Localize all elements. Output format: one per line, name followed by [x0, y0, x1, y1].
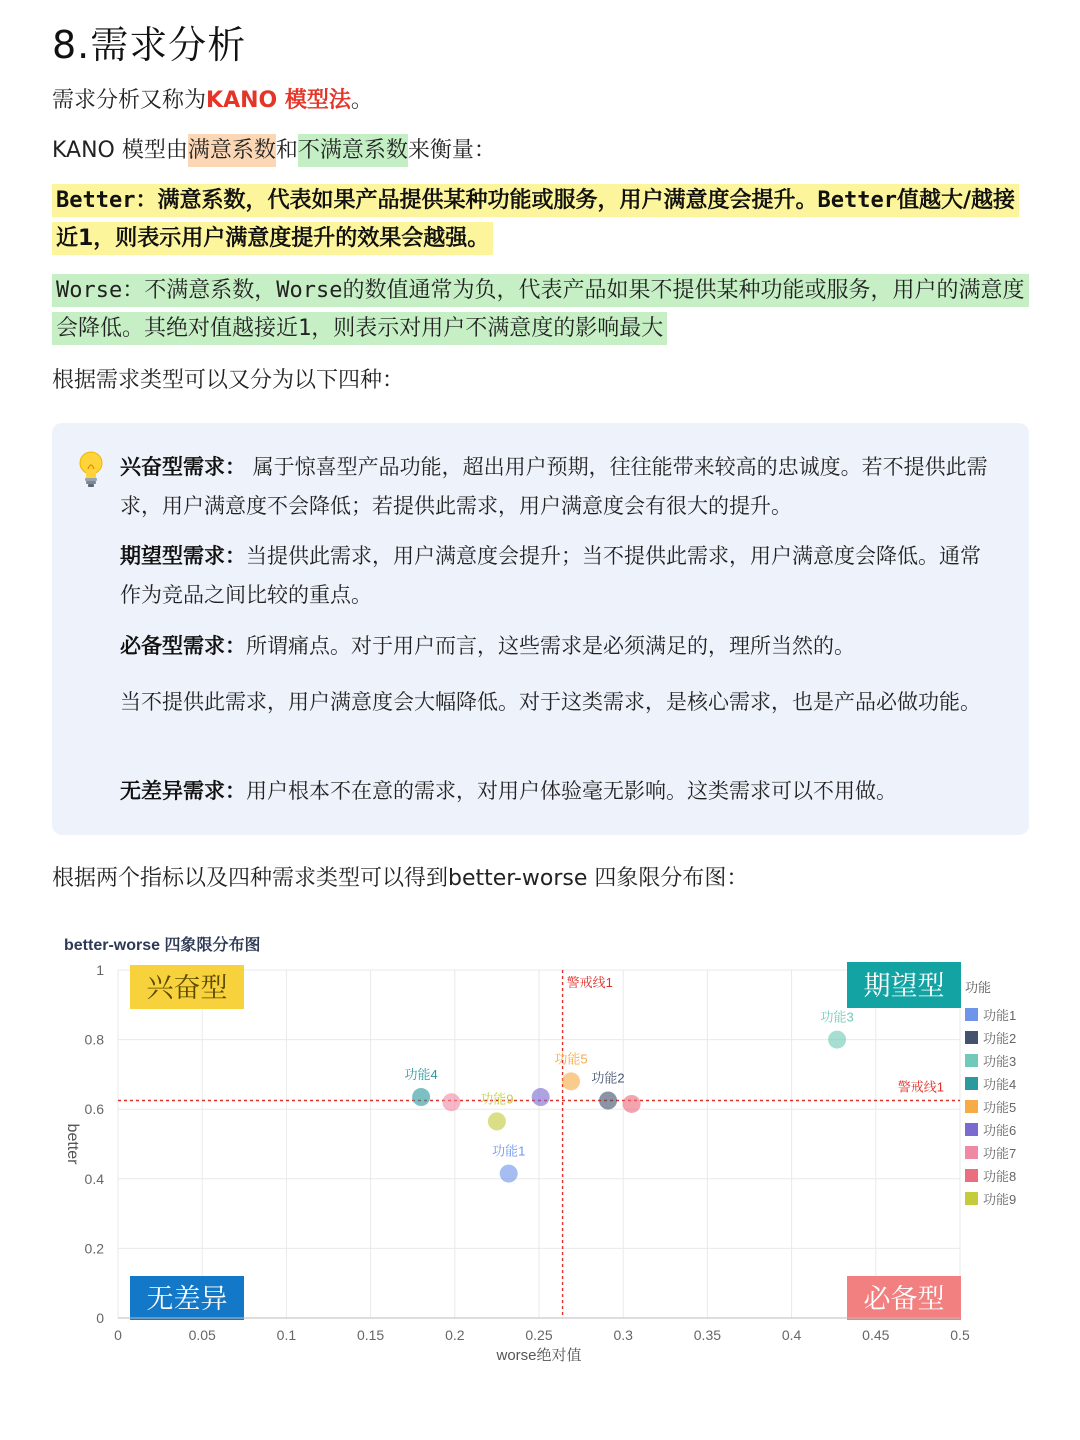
legend-swatch-功能7: [965, 1146, 978, 1159]
callout-box: [52, 423, 1029, 835]
intro-paragraph: [52, 86, 373, 116]
quadrant-label: 必备型: [863, 1284, 945, 1314]
better-label-2: Better: [817, 188, 897, 213]
data-label-功能3: 功能3: [820, 1009, 854, 1025]
legend-label-功能9: 功能9: [983, 1192, 1017, 1207]
x-tick-label: 0.3: [613, 1327, 633, 1343]
dissatisfaction-highlight: 不满意系数: [298, 134, 408, 167]
kano-chart: [52, 920, 1042, 1390]
worse-label: Worse: [56, 278, 123, 303]
warning-label-vertical: 警戒线1: [566, 975, 613, 990]
expect-text: 当提供此需求，用户满意度会提升；当不提供此需求，用户满意度会降低。通常作为竞品之间比较的重点。: [120, 544, 981, 607]
legend-swatch-功能3: [965, 1054, 978, 1067]
quadrant-label: 期望型: [863, 971, 945, 1001]
y-tick-label: 0.6: [84, 1101, 104, 1118]
y-tick-label: 0.4: [84, 1170, 104, 1187]
legend-label-功能4: 功能4: [983, 1077, 1017, 1092]
chart-legend: [965, 980, 1016, 1207]
legend-swatch-功能2: [965, 1031, 978, 1044]
data-label-功能2: 功能2: [591, 1070, 625, 1086]
better-label: Better: [56, 188, 136, 213]
y-tick-label: 0.2: [84, 1240, 104, 1257]
better-definition: [52, 182, 1027, 258]
indiff-title: 无差异需求：: [120, 779, 246, 803]
must-text: 所谓痛点。对于用户而言，这些需求是必须满足的，理所当然的。: [246, 634, 855, 658]
indiff-text: 用户根本不在意的需求，对用户体验毫无影响。这类需求可以不用做。: [246, 779, 897, 803]
excite-title: 兴奋型需求：: [120, 455, 246, 479]
measure-and: 和: [275, 138, 298, 163]
legend-swatch-功能9: [965, 1192, 978, 1205]
must-paragraph: [120, 627, 1000, 666]
better-text-2: 值越大/越接近1，则表示用户满意度提升的效果会越强。: [56, 188, 1016, 251]
x-axis-title: worse绝对值: [496, 1347, 582, 1364]
data-point-功能2: [599, 1092, 617, 1110]
data-point-功能4: [412, 1088, 430, 1106]
data-label-功能9: 功能9: [480, 1091, 514, 1107]
data-point-功能1: [500, 1165, 518, 1183]
legend-label-功能5: 功能5: [983, 1100, 1017, 1115]
data-point-功能3: [828, 1031, 846, 1049]
x-tick-label: 0.25: [525, 1327, 553, 1343]
x-tick-label: 0.2: [445, 1327, 465, 1343]
data-points: [405, 1010, 854, 1183]
worse-text-2: 的数值通常为负，代表产品如果不提供某种功能或服务，用户的满意度会降低。其绝对值越接近: [56, 278, 1025, 341]
legend-label-功能7: 功能7: [983, 1146, 1017, 1161]
measure-suffix: 来衡量：: [407, 138, 496, 163]
legend-title: 功能: [965, 980, 992, 995]
x-tick-label: 0: [114, 1327, 122, 1343]
warning-label-horizontal: 警戒线1: [897, 1079, 944, 1095]
page-title: 8.需求分析: [52, 23, 247, 67]
data-point-功能7: [442, 1093, 460, 1111]
worse-one: 1: [298, 316, 312, 341]
worse-text-3: ，则表示对用户不满意度的影响最大: [311, 316, 664, 341]
y-tick-label: 1: [96, 962, 104, 978]
x-tick-label: 0.45: [862, 1327, 890, 1343]
data-point-功能9: [488, 1112, 506, 1130]
legend-label-功能6: 功能6: [983, 1123, 1017, 1138]
legend-swatch-功能1: [965, 1008, 978, 1021]
worse-label-2: Worse: [276, 278, 343, 303]
types-intro: 根据需求类型可以又分为以下四种：: [52, 368, 405, 393]
must-title: 必备型需求：: [120, 634, 246, 658]
data-label-功能4: 功能4: [404, 1067, 438, 1083]
must-paragraph-2: 当不提供此需求，用户满意度会大幅降低。对于这类需求，是核心需求，也是产品必做功能。: [120, 690, 981, 714]
legend-label-功能3: 功能3: [983, 1054, 1017, 1069]
intro-prefix: 需求分析又称为: [52, 88, 207, 113]
legend-label-功能8: 功能8: [983, 1169, 1017, 1184]
legend-label-功能2: 功能2: [983, 1031, 1017, 1046]
legend-swatch-功能5: [965, 1100, 978, 1113]
data-point-功能5: [562, 1072, 580, 1090]
quadrant-label: 无差异: [146, 1284, 228, 1314]
legend-label-功能1: 功能1: [983, 1008, 1017, 1023]
y-tick-label: 0: [96, 1310, 104, 1326]
data-label-功能5: 功能5: [554, 1051, 588, 1067]
data-point-功能6: [532, 1088, 550, 1106]
legend-swatch-功能8: [965, 1169, 978, 1182]
kano-scatter-svg: [52, 920, 1042, 1390]
x-tick-label: 0.5: [950, 1327, 970, 1343]
expect-paragraph: [120, 537, 1000, 615]
y-tick-label: 0.8: [84, 1031, 104, 1048]
satisfaction-highlight: 满意系数: [188, 134, 276, 167]
lightbulb-icon: [76, 449, 106, 489]
x-tick-label: 0.1: [276, 1327, 297, 1343]
chart-title: better-worse 四象限分布图: [64, 937, 261, 954]
worse-definition: [52, 272, 1027, 348]
y-axis-title: better: [64, 1123, 81, 1165]
x-tick-label: 0.35: [693, 1327, 722, 1343]
measure-prefix: KANO 模型由: [52, 138, 188, 163]
intro-suffix: 。: [350, 88, 373, 113]
data-label-功能1: 功能1: [492, 1143, 526, 1159]
excite-paragraph: [120, 448, 1000, 526]
chart-intro: 根据两个指标以及四种需求类型可以得到better-worse 四象限分布图：: [52, 866, 749, 891]
excite-text: 属于惊喜型产品功能，超出用户预期，往往能带来较高的忠诚度。若不提供此需求，用户满意度不会降低；若提供此需求，用户满意度会有很大的提升。: [120, 455, 988, 518]
x-tick-label: 0.4: [781, 1327, 802, 1343]
x-tick-label: 0.05: [188, 1327, 216, 1343]
legend-swatch-功能4: [965, 1077, 978, 1090]
data-point-功能8: [623, 1095, 641, 1113]
measure-paragraph: [52, 136, 496, 166]
x-tick-label: 0.15: [356, 1327, 385, 1343]
better-text: ：满意系数，代表如果产品提供某种功能或服务，用户满意度会提升。: [135, 188, 818, 213]
indiff-paragraph: [120, 772, 1000, 811]
kano-highlight: KANO 模型法: [206, 88, 351, 113]
worse-text: ：不满意系数，: [122, 278, 277, 303]
quadrant-label: 兴奋型: [146, 973, 228, 1003]
legend-swatch-功能6: [965, 1123, 978, 1136]
expect-title: 期望型需求：: [120, 544, 246, 568]
